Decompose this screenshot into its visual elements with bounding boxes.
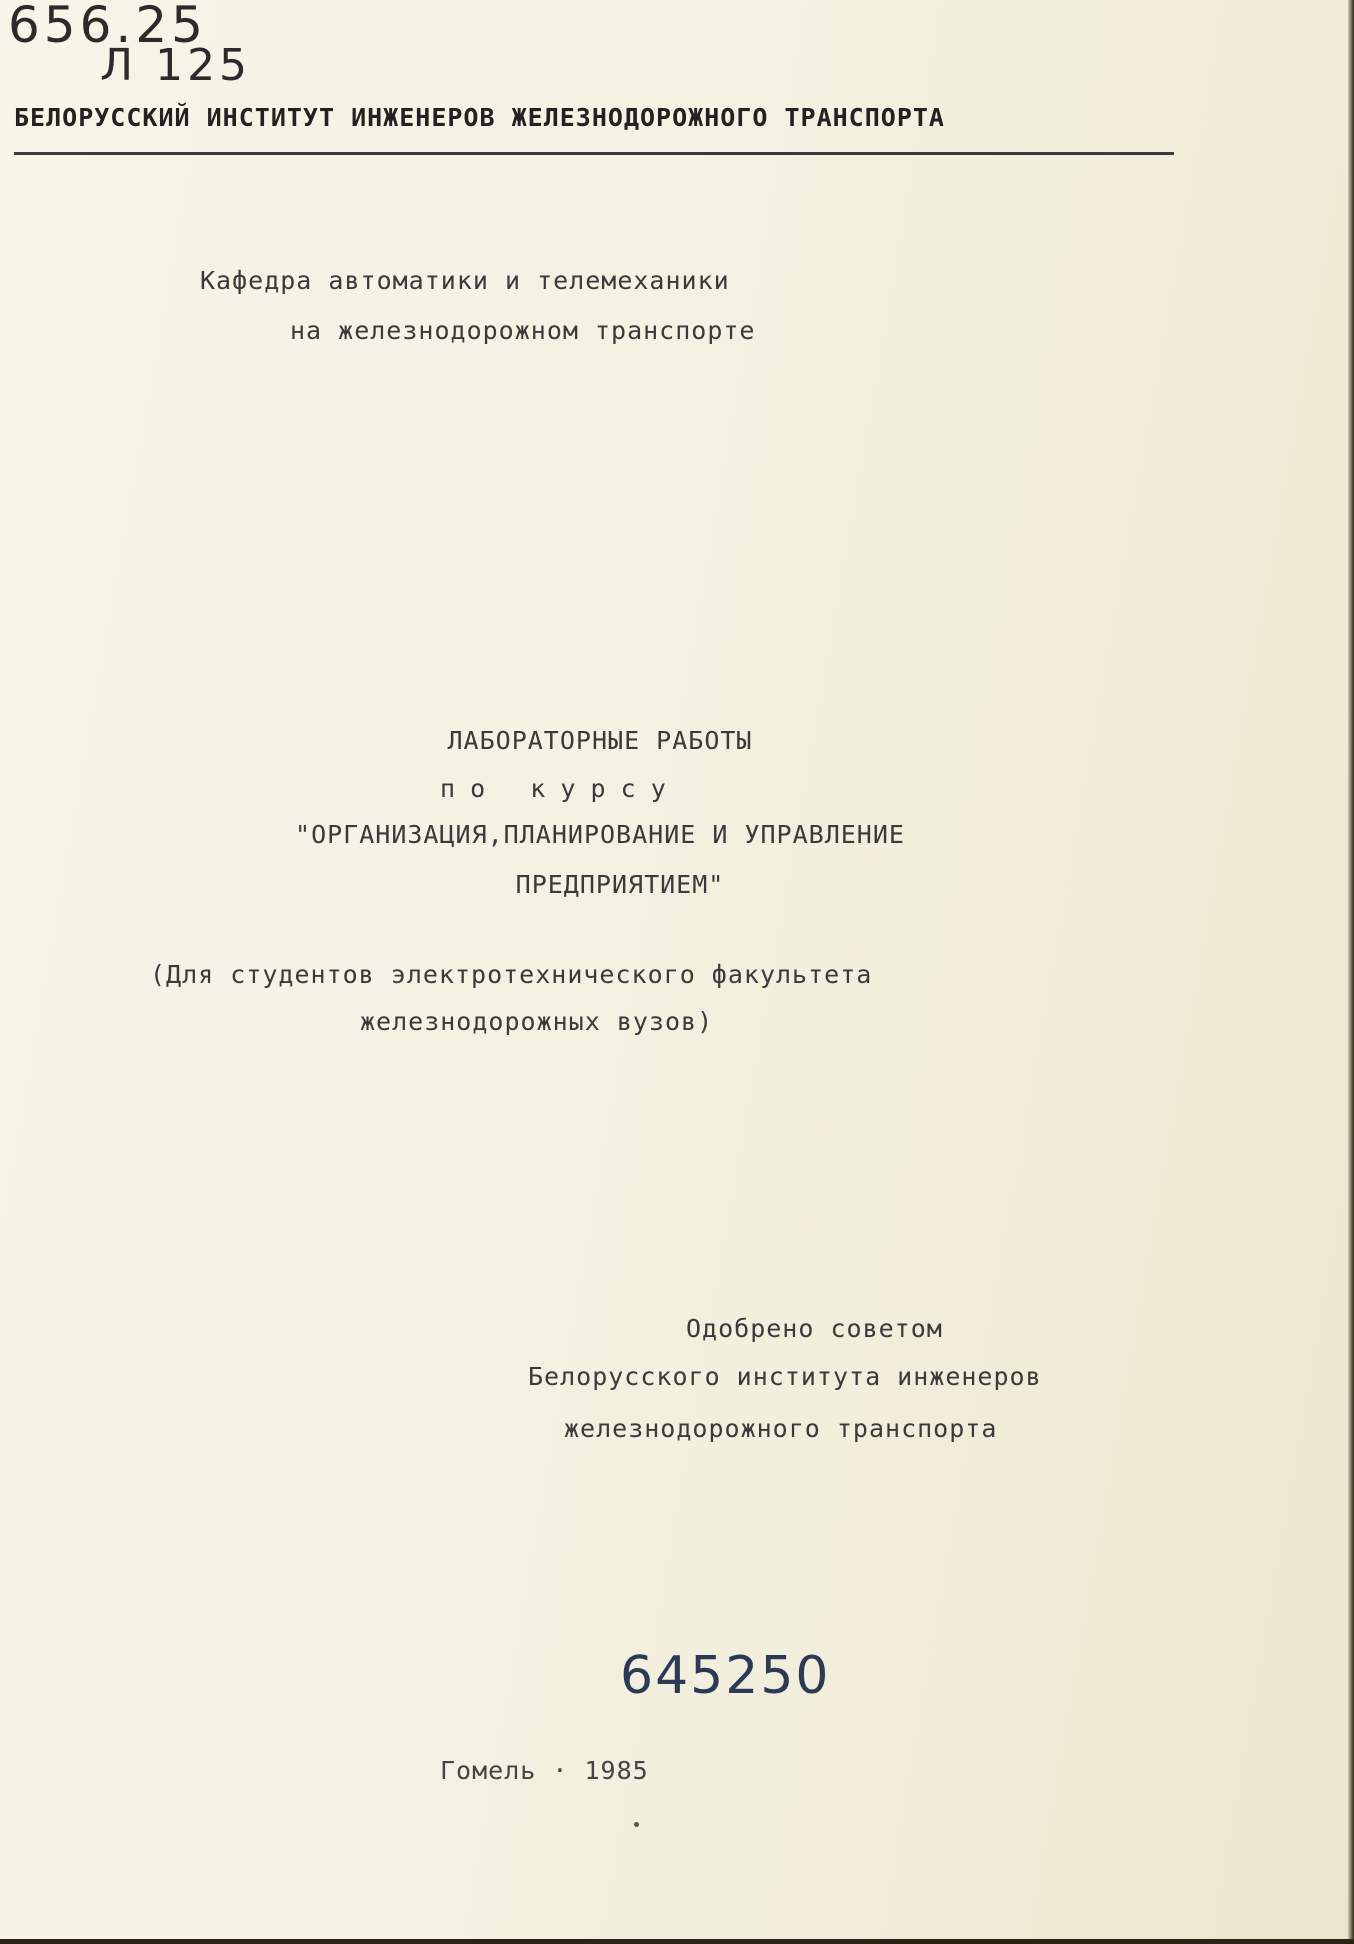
audience-line2: железнодорожных вузов) [360, 1007, 714, 1036]
institute-header: БЕЛОРУССКИЙ ИНСТИТУТ ИНЖЕНЕРОВ ЖЕЛЕЗНОДОРОЖНОГО ТРАНСПОРТА [14, 103, 945, 132]
ink-dot [634, 1822, 639, 1827]
title-line3: "ОРГАНИЗАЦИЯ,ПЛАНИРОВАНИЕ И УПРАВЛЕНИЕ [295, 820, 905, 849]
page-edge-bottom [0, 1939, 1354, 1944]
department-line1: Кафедра автоматики и телемеханики [200, 266, 730, 295]
audience-line1: (Для студентов электротехнического факультета [150, 960, 873, 989]
title-line4: ПРЕДПРИЯТИЕМ" [515, 870, 725, 899]
call-number-line2: Л 125 [100, 40, 252, 91]
page-edge-right [1348, 0, 1354, 1944]
approval-line2: Белорусского института инженеров [528, 1362, 1042, 1391]
title-line1: ЛАБОРАТОРНЫЕ РАБОТЫ [447, 726, 753, 755]
approval-line3: железнодорожного транспорта [564, 1414, 998, 1443]
header-rule [14, 152, 1174, 155]
approval-line1: Одобрено советом [686, 1314, 943, 1343]
department-line2: на железнодорожном транспорте [290, 316, 756, 345]
title-line2: п о к у р с у [440, 774, 666, 803]
inventory-number: 645250 [620, 1646, 831, 1706]
call-number-line1: 656.25 [8, 0, 207, 54]
place-year: Гомель · 1985 [440, 1756, 649, 1785]
